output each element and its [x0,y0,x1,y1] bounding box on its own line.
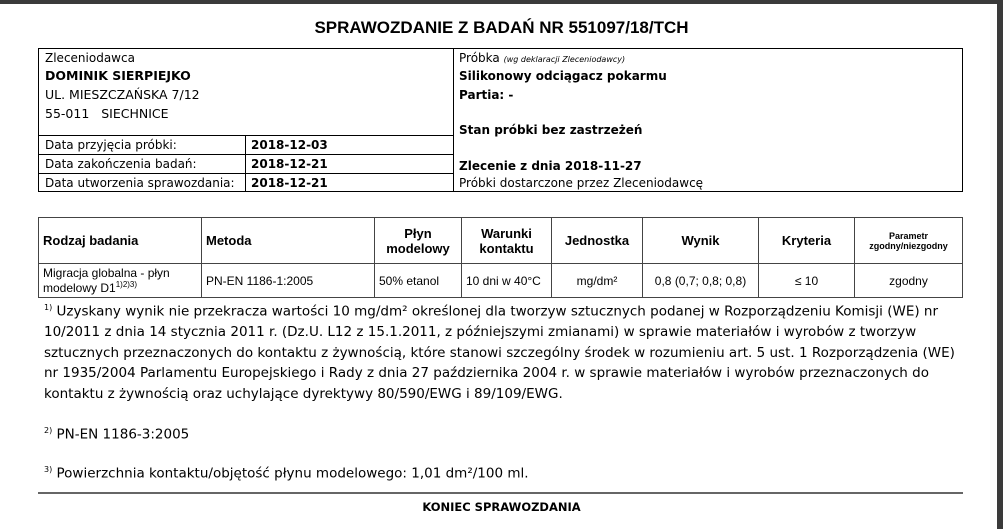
date-completed-label: Data zakończenia badań: [45,157,197,171]
divider [38,492,963,494]
date-received-value: 2018-12-03 [251,138,328,152]
cell-result: 0,8 (0,7; 0,8; 0,8) [643,264,759,298]
results-table [38,217,963,298]
date-created-label: Data utworzenia sprawozdania: [45,176,235,190]
col-result: Wynik [643,218,759,264]
cell-test-refs: 1)2)3) [115,280,138,289]
footnote-3: $^{3)}$ Powierzchnia kontaktu/objętość płynu modelowego: 1,01 dm²/100 ml. [44,465,529,482]
col-fluid: Płyn modelowy [375,218,462,264]
client-address1: UL. MIESZCZAŃSKA 7/12 [45,87,200,102]
end-of-report: KONIEC SPRAWOZDANIA [422,500,581,514]
footnote-2: $^{2)}$ PN-EN 1186-3:2005 [44,426,190,443]
date-created-value: 2018-12-21 [251,176,328,190]
report-title: SPRAWOZDANIE Z BADAŃ NR 551097/18/TCH [314,18,689,37]
cell-conditions: 10 dni w 40°C [462,264,552,298]
order-date: Zlecenie z dnia 2018-11-27 [459,159,642,173]
client-name: DOMINIK SIERPIEJKO [45,68,191,83]
table-header-row [39,218,963,264]
client-address2: 55-011 SIECHNICE [45,106,169,121]
col-compliance: Parametr zgodny/niezgodny [855,218,963,264]
date-received-label: Data przyjęcia próbki: [45,138,177,152]
sample-label-note: (wg deklaracji Zleceniodawcy) [503,55,626,64]
col-test: Rodzaj badania [39,218,202,264]
cell-fluid: 50% etanol [375,264,462,298]
sample-state: Stan próbki bez zastrzeżeń [459,123,643,137]
col-method: Metoda [202,218,375,264]
col-criteria: Kryteria [759,218,855,264]
sample-batch: Partia: - [459,88,514,102]
table-row [39,264,963,298]
cell-unit: mg/dm² [552,264,643,298]
header-box [38,48,963,192]
col-conditions: Warunki kontaktu [462,218,552,264]
sample-label: Próbka [459,51,500,65]
divider [453,49,454,192]
cell-test: Migracja globalna - płyn modelowy D1 [43,266,170,295]
sample-name: Silikonowy odciągacz pokarmu [459,69,667,83]
cell-compliance: zgodny [855,264,963,298]
sample-delivery: Próbki dostarczone przez Zleceniodawcę [459,176,704,190]
cell-method: PN-EN 1186-1:2005 [202,264,375,298]
col-unit: Jednostka [552,218,643,264]
cell-criteria: ≤ 10 [759,264,855,298]
footnote-1: $^{1)}$ Uzyskany wynik nie przekracza wartości 10 mg/dm² określonej dla tworzyw sztucznych podanej w Rozporządzeniu Komisji (WE) nr 10/2011 z dnia 14 stycznia 2011 r. (Dz.U. L12 z 15.1.2011, z późniejszymi zmianami) w sprawie materiałów i wyrobów z tworzyw sztucznych przeznaczonych do kontaktu z żywnością, które stanowi szczególny środek w rozumieniu art. 5 ust. 1 Rozporządzenia (WE) nr 1935/2004 Parlamentu Europejskiego i Rady z dnia 27 października 2004 r. w sprawie materiałów i wyrobów przeznaczonych do kontaktu z żywnością oraz uchylające dyrektywy 80/590/EWG i 89/109/EWG. [44,303,955,402]
date-completed-value: 2018-12-21 [251,157,328,171]
document-page [0,4,997,529]
client-label: Zleceniodawca [45,51,135,65]
